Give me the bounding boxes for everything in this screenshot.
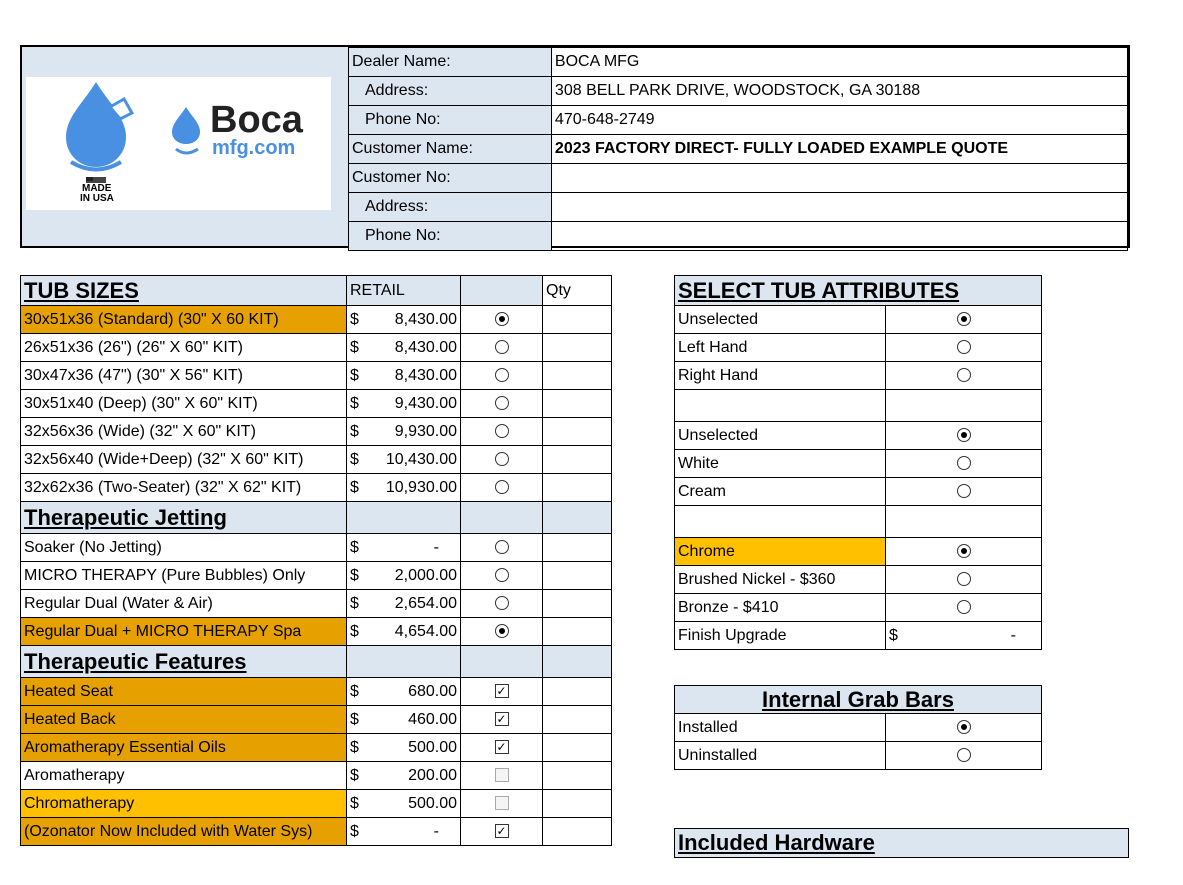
price-wrap [350,423,457,441]
header-row [349,164,1128,193]
header-row [349,193,1128,222]
section-header-row [21,646,612,678]
item-price [347,790,461,818]
price-value: 8,430.00 [394,310,457,328]
price-wrap [350,711,457,729]
header-label: Customer Name: [349,135,552,164]
header-block [20,45,1130,248]
section-title: TUB SIZES [21,276,347,306]
attribute-row [675,362,1042,390]
item-price [347,562,461,590]
section-title: Therapeutic Jetting [21,502,347,534]
item-price [347,390,461,418]
item-price [347,334,461,362]
header-value[interactable] [551,164,1127,193]
item-name: 32x62x36 (Two-Seater) (32" X 62" KIT) [21,474,347,502]
item-select-cell [461,474,543,502]
item-name: Regular Dual + MICRO THERAPY Spa [21,618,347,646]
tub-item-row [21,362,612,390]
radio-button[interactable] [957,748,971,762]
price-value: 4,654.00 [394,622,457,640]
qty-cell[interactable] [543,534,612,562]
item-name: Heated Seat [21,678,347,706]
price-wrap [350,567,457,585]
attribute-row [675,334,1042,362]
grab-bars-header-row [675,686,1042,714]
attribute-select-cell [886,362,1042,390]
attribute-row [675,622,1042,650]
currency-symbol: $ [350,738,359,756]
item-select-cell [461,706,543,734]
item-name: Soaker (No Jetting) [21,534,347,562]
attribute-name: Brushed Nickel - $360 [675,566,886,594]
item-price [347,418,461,446]
currency-symbol: $ [350,366,359,384]
checkbox[interactable] [495,796,509,810]
item-select-cell [461,734,543,762]
qty-cell[interactable] [543,706,612,734]
radio-button[interactable] [495,624,509,638]
attribute-select-cell [886,334,1042,362]
tub-item-row [21,734,612,762]
item-select-cell [461,818,543,846]
spacer-cell [886,506,1042,538]
price-wrap [350,595,457,613]
qty-cell[interactable] [543,590,612,618]
tub-item-row [21,474,612,502]
tub-attributes-table [674,275,1042,650]
price-wrap [350,311,457,329]
tub-item-row [21,790,612,818]
currency-symbol: $ [350,450,359,468]
attribute-select-cell [886,594,1042,622]
price-value: - [1010,626,1016,644]
attribute-name: Cream [675,478,886,506]
qty-cell[interactable] [543,678,612,706]
item-select-cell [461,534,543,562]
price-wrap [350,683,457,701]
attribute-row [675,566,1042,594]
currency-symbol: $ [350,422,359,440]
price-value: 460.00 [408,710,457,728]
qty-cell[interactable] [543,334,612,362]
radio-button[interactable] [957,428,971,442]
price-value: 200.00 [408,766,457,784]
radio-button[interactable] [495,424,509,438]
qty-cell[interactable] [543,790,612,818]
item-name: MICRO THERAPY (Pure Bubbles) Only [21,562,347,590]
item-name: 32x56x36 (Wide) (32" X 60" KIT) [21,418,347,446]
spacer-cell [675,506,886,538]
item-price [347,818,461,846]
checkbox[interactable]: ✓ [496,684,507,699]
checkbox[interactable]: ✓ [496,712,507,727]
select-header [461,502,543,534]
item-select-cell [461,590,543,618]
tub-item-row [21,334,612,362]
qty-cell[interactable] [543,446,612,474]
tub-item-row [21,618,612,646]
radio-button[interactable] [957,544,971,558]
qty-cell[interactable] [543,818,612,846]
grab-bar-row [675,714,1042,742]
header-value[interactable]: 470-648-2749 [551,106,1127,135]
attribute-name: Left Hand [675,334,886,362]
price-value: - [433,538,439,556]
radio-button[interactable] [957,456,971,470]
attribute-name: Unselected [675,306,886,334]
item-price [347,762,461,790]
item-name: (Ozonator Now Included with Water Sys) [21,818,347,846]
item-price [347,706,461,734]
price-value: 8,430.00 [394,338,457,356]
qty-header [543,646,612,678]
price-wrap [350,367,457,385]
select-header [461,646,543,678]
grab-bar-select-cell [886,714,1042,742]
header-label: Address: [349,193,552,222]
price-value: 9,430.00 [394,394,457,412]
price-wrap [350,339,457,357]
price-wrap [889,627,1038,645]
header-label: Address: [349,77,552,106]
item-price [347,446,461,474]
price-wrap [350,767,457,785]
radio-button[interactable] [495,312,509,326]
price-value: 680.00 [408,682,457,700]
price-wrap [350,479,457,497]
attribute-row [675,594,1042,622]
qty-cell[interactable] [543,390,612,418]
item-select-cell [461,618,543,646]
section-header-row [21,276,612,306]
tub-item-row [21,706,612,734]
select-header [461,276,543,306]
header-value[interactable]: 308 BELL PARK DRIVE, WOODSTOCK, GA 30188 [551,77,1127,106]
radio-button[interactable] [957,312,971,326]
radio-button[interactable] [495,540,509,554]
item-name: 30x51x36 (Standard) (30" X 60 KIT) [21,306,347,334]
spacer-cell [886,390,1042,422]
logo-area [22,47,348,246]
header-value[interactable]: 2023 FACTORY DIRECT- FULLY LOADED EXAMPLE QUOTE [551,135,1127,164]
attribute-select-cell [886,306,1042,334]
currency-symbol: $ [350,478,359,496]
price-value: 10,430.00 [385,450,457,468]
attribute-name: Bronze - $410 [675,594,886,622]
checkbox[interactable] [495,768,509,782]
price-value: 2,000.00 [394,566,457,584]
item-select-cell [461,418,543,446]
retail-header: RETAIL [347,276,461,306]
price-value: 8,430.00 [394,366,457,384]
price-wrap [350,395,457,413]
item-name: Aromatherapy Essential Oils [21,734,347,762]
radio-button[interactable] [495,340,509,354]
attribute-row [675,450,1042,478]
currency-symbol: $ [350,338,359,356]
currency-symbol: $ [350,794,359,812]
item-name: 30x51x40 (Deep) (30" X 60" KIT) [21,390,347,418]
checkbox[interactable]: ✓ [496,824,507,839]
item-select-cell [461,562,543,590]
item-select-cell [461,446,543,474]
item-select-cell [461,762,543,790]
price-value: 9,930.00 [394,422,457,440]
item-select-cell [461,790,543,818]
checkbox[interactable]: ✓ [496,740,507,755]
item-name: 30x47x36 (47") (30" X 56" KIT) [21,362,347,390]
item-price [347,306,461,334]
currency-symbol: $ [350,394,359,412]
currency-symbol: $ [350,682,359,700]
qty-cell[interactable] [543,562,612,590]
currency-symbol: $ [350,566,359,584]
section-title: Therapeutic Features [21,646,347,678]
attribute-select-cell [886,622,1042,650]
header-value[interactable]: BOCA MFG [551,48,1127,77]
attribute-select-cell [886,538,1042,566]
item-price [347,534,461,562]
qty-cell[interactable] [543,618,612,646]
price-value: 2,654.00 [394,594,457,612]
attribute-select-cell [886,478,1042,506]
tub-item-row [21,418,612,446]
qty-cell[interactable] [543,362,612,390]
made-in-label: MADE [82,183,112,194]
currency-symbol: $ [350,538,359,556]
price-wrap [350,739,457,757]
item-select-cell [461,390,543,418]
item-price [347,590,461,618]
tub-item-row [21,534,612,562]
grab-bars-table [674,685,1042,770]
price-wrap [350,623,457,641]
tub-item-row [21,562,612,590]
radio-button[interactable] [495,396,509,410]
attribute-select-cell [886,566,1042,594]
price-value: 10,930.00 [385,478,457,496]
qty-cell[interactable] [543,734,612,762]
radio-button[interactable] [495,452,509,466]
tub-item-row [21,678,612,706]
brand-top: Boca [210,99,303,141]
radio-button[interactable] [495,368,509,382]
dealer-customer-table [348,47,1128,251]
header-row [349,222,1128,251]
header-label: Phone No: [349,222,552,251]
qty-cell[interactable] [543,474,612,502]
header-row [349,48,1128,77]
price-value: 500.00 [408,738,457,756]
tub-item-row [21,306,612,334]
radio-button[interactable] [957,340,971,354]
grab-bar-select-cell [886,742,1042,770]
currency-symbol: $ [350,594,359,612]
currency-symbol: $ [350,766,359,784]
grab-bar-row [675,742,1042,770]
radio-button[interactable] [495,480,509,494]
item-name: 26x51x36 (26") (26" X 60" KIT) [21,334,347,362]
header-row [349,106,1128,135]
hardware-table [674,828,1129,858]
currency-symbol: $ [889,626,898,644]
tub-item-row [21,590,612,618]
item-select-cell [461,334,543,362]
item-select-cell [461,362,543,390]
item-price [347,678,461,706]
header-value[interactable] [551,193,1127,222]
radio-button[interactable] [495,568,509,582]
item-name: Regular Dual (Water & Air) [21,590,347,618]
radio-button[interactable] [957,572,971,586]
header-row [349,135,1128,164]
currency-symbol: $ [350,710,359,728]
item-price [347,618,461,646]
attributes-header-row [675,276,1042,306]
price-value: - [433,822,439,840]
attribute-row [675,422,1042,450]
grab-bar-name: Uninstalled [675,742,886,770]
currency-symbol: $ [350,822,359,840]
item-select-cell [461,678,543,706]
price-wrap [350,795,457,813]
price-wrap [350,451,457,469]
qty-cell[interactable] [543,762,612,790]
attribute-select-cell [886,422,1042,450]
made-in-label-2: IN USA [80,193,114,204]
header-label: Phone No: [349,106,552,135]
tub-item-row [21,818,612,846]
qty-cell[interactable] [543,306,612,334]
item-name: Aromatherapy [21,762,347,790]
item-price [347,734,461,762]
currency-symbol: $ [350,622,359,640]
item-price [347,474,461,502]
attribute-name: Finish Upgrade [675,622,886,650]
price-value: 500.00 [408,794,457,812]
tub-item-row [21,762,612,790]
tub-item-row [21,390,612,418]
header-label: Customer No: [349,164,552,193]
spacer-cell [675,390,886,422]
logo-box [26,77,331,210]
attribute-row [675,306,1042,334]
radio-button[interactable] [957,720,971,734]
attribute-name: Right Hand [675,362,886,390]
item-select-cell [461,306,543,334]
header-row [349,77,1128,106]
grab-bar-name: Installed [675,714,886,742]
radio-button[interactable] [957,484,971,498]
attribute-name: Chrome [675,538,886,566]
attributes-title: SELECT TUB ATTRIBUTES [675,276,1042,306]
qty-header: Qty [543,276,612,306]
tub-sizes-table [20,275,612,846]
price-wrap [350,539,457,557]
qty-header [543,502,612,534]
tub-item-row [21,446,612,474]
radio-button[interactable] [495,596,509,610]
attribute-name: White [675,450,886,478]
radio-button[interactable] [957,368,971,382]
attribute-row [675,390,1042,422]
item-price [347,362,461,390]
header-label: Dealer Name: [349,48,552,77]
attribute-row [675,506,1042,538]
radio-button[interactable] [957,600,971,614]
retail-header [347,646,461,678]
header-value[interactable] [551,222,1127,251]
price-wrap [350,823,457,841]
attribute-select-cell [886,450,1042,478]
section-header-row [21,502,612,534]
hardware-title: Included Hardware [675,829,1129,858]
currency-symbol: $ [350,310,359,328]
item-name: Chromatherapy [21,790,347,818]
retail-header [347,502,461,534]
attribute-name: Unselected [675,422,886,450]
item-name: Heated Back [21,706,347,734]
grab-bars-title: Internal Grab Bars [675,686,1042,714]
brand-bottom: mfg.com [212,137,296,159]
qty-cell[interactable] [543,418,612,446]
attribute-row [675,538,1042,566]
attribute-row [675,478,1042,506]
item-name: 32x56x40 (Wide+Deep) (32" X 60" KIT) [21,446,347,474]
